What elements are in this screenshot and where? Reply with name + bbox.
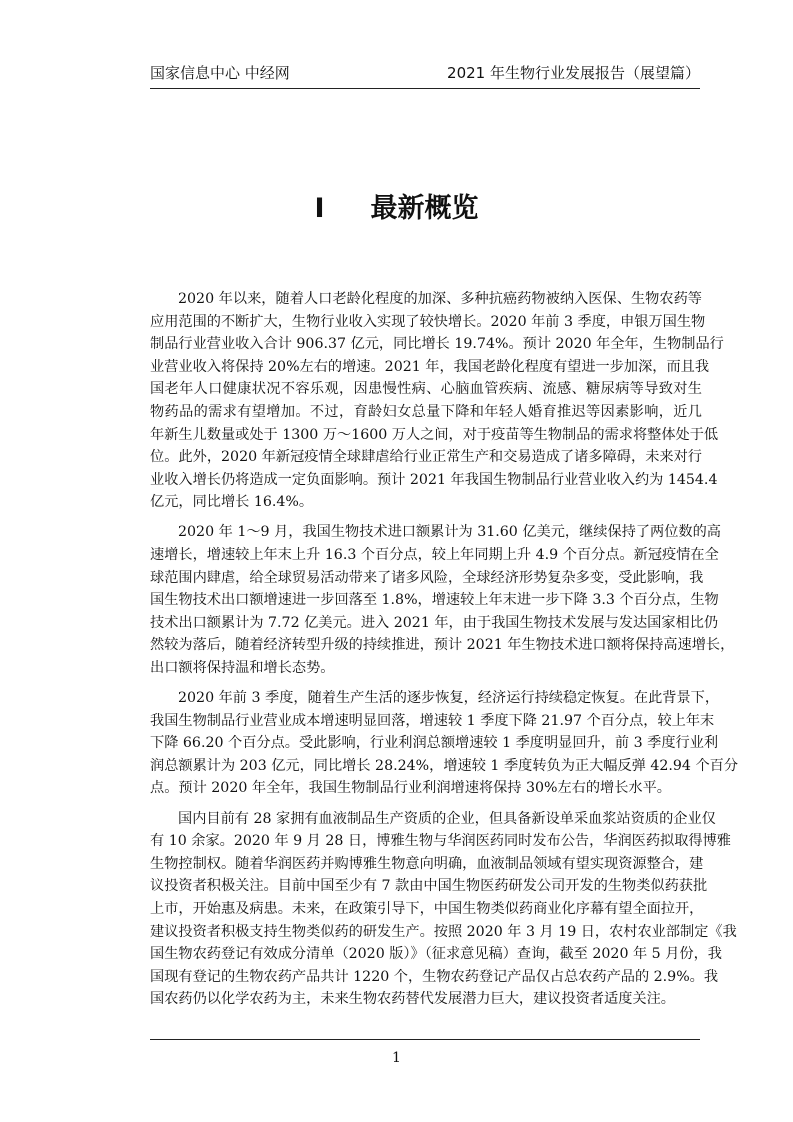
section-number: I [314,193,325,224]
section-heading: 最新概览 [370,193,479,224]
paragraph-line: 亿元，同比增长 16.4%。 [150,494,314,511]
paragraph-line: 2020 年以来，随着人口老龄化程度的加深、多种抗癌药物被纳入医保、生物农药等 [178,291,702,307]
paragraph-line: 下降 66.20 个百分点。受此影响，行业利润总额增速较 1 季度明显回升，前 3 季度行业利 [150,735,719,752]
paragraph-line: 议投资者积极关注。目前中国至少有 7 款由中国生物医药研发公司开发的生物类似药获批 [150,878,708,895]
paragraph-line: 有 10 余家。2020 年 9 月 28 日，博雅生物与华润医药同时发布公告，华润医药拟取得博雅 [150,833,731,850]
paragraph-line: 制品行业营业收入合计 906.37 亿元，同比增长 19.74%。预计 2020 年全年，生物制品行 [150,336,724,353]
paragraph-line: 年新生儿数量或处于 1300 万～1600 万人之间，对于疫苗等生物制品的需求将整体处于低 [150,426,719,443]
paragraph [150,808,737,1011]
document-body [150,288,739,1018]
paragraph-line: 国生物技术出口额增速进一步回落至 1.8%，增速较上年末进一步下降 3.3 个百分点，生物 [150,592,719,609]
section-title [0,186,793,225]
paragraph-line: 技术出口额累计为 7.72 亿美元。进入 2021 年，由于我国生物技术发展与发达国家相比仍 [150,614,719,631]
page-number: 1 [392,1050,401,1066]
page-header [150,62,700,84]
paragraph-line: 国现有登记的生物农药产品共计 1220 个，生物农药登记产品仅占总农药产品的 2.9%。我 [150,968,719,985]
paragraph-line: 点。预计 2020 年全年，我国生物制品行业利润增速将保持 30%左右的增长水平。 [150,780,671,797]
paragraph-line: 物药品的需求有望增加。不过，育龄妇女总量下降和年轻人婚育推迟等因素影响，近几 [150,403,702,420]
paragraph-line: 球范围内肆虐，给全球贸易活动带来了诸多风险，全球经济形势复杂多变，受此影响，我 [150,569,704,586]
paragraph-line: 业收入增长仍将造成一定负面影响。预计 2021 年我国生物制品行业营业收入约为 1454.4 [150,471,718,488]
header-publisher: 国家信息中心 中经网 [150,64,290,82]
paragraph-line: 国内目前有 28 家拥有血液制品生产资质的企业，但具备新设单采血浆站资质的企业仅 [178,810,716,827]
paragraph [150,288,724,514]
paragraph-line: 国农药仍以化学农药为主，未来生物农药替代发展潜力巨大，建议投资者适度关注。 [150,991,675,1008]
paragraph-line: 上市，开始惠及病患。未来，在政策引导下，中国生物类似药商业化序幕有望全面拉开， [150,900,704,917]
paragraph-line: 国老年人口健康状况不容乐观，因患慢性病、心脑血管疾病、流感、糖尿病等导致对生 [150,381,702,398]
paragraph-line: 2020 年前 3 季度，随着生产生活的逐步恢复，经济运行持续稳定恢复。在此背景下， [178,690,720,707]
paragraph-line: 我国生物制品行业营业成本增速明显回落，增速较 1 季度下降 21.97 个百分点，较上年末 [150,712,715,729]
paragraph-line: 建议投资者积极支持生物类似药的研发生产。按照 2020 年 3 月 19 日，农村农业部制定《我 [150,923,737,940]
paragraph-line: 润总额累计为 203 亿元，同比增长 28.24%，增速较 1 季度转负为正大幅反弹 42.94 个百分 [150,757,739,774]
paragraph-line: 生物控制权。随着华润医药并购博雅生物意向明确，血液制品领域有望实现资源整合，建 [150,855,704,872]
paragraph [150,521,735,679]
paragraph-line: 位。此外，2020 年新冠疫情全球肆虐给行业正常生产和交易造成了诸多障碍，未来对行 [150,449,702,466]
footer-divider [150,1039,700,1040]
paragraph-line: 2020 年 1～9 月，我国生物技术进口额累计为 31.60 亿美元，继续保持了两位数的高 [178,524,721,541]
paragraph-line: 出口额将保持温和增长态势。 [150,660,335,676]
paragraph-line: 应用范围的不断扩大，生物行业收入实现了较快增长。2020 年前 3 季度，申银万国生物 [150,313,706,330]
paragraph-line: 速增长，增速较上年末上升 16.3 个百分点，较上年同期上升 4.9 个百分点。新冠疫情在全 [150,547,719,564]
paragraph-line: 国生物农药登记有效成分清单（2020 版）》（征求意见稿）查询，截至 2020 年 5 月份，我 [150,946,722,963]
header-divider [150,88,700,89]
paragraph-line: 业营业收入将保持 20%左右的增速。2021 年，我国老龄化程度有望进一步加深，而且我 [150,358,710,375]
paragraph-line: 然较为落后，随着经济转型升级的持续推进，预计 2021 年生物技术进口额将保持高速增长， [150,637,735,654]
header-report-title: 2021 年生物行业发展报告（展望篇） [447,64,700,82]
paragraph [150,687,739,800]
